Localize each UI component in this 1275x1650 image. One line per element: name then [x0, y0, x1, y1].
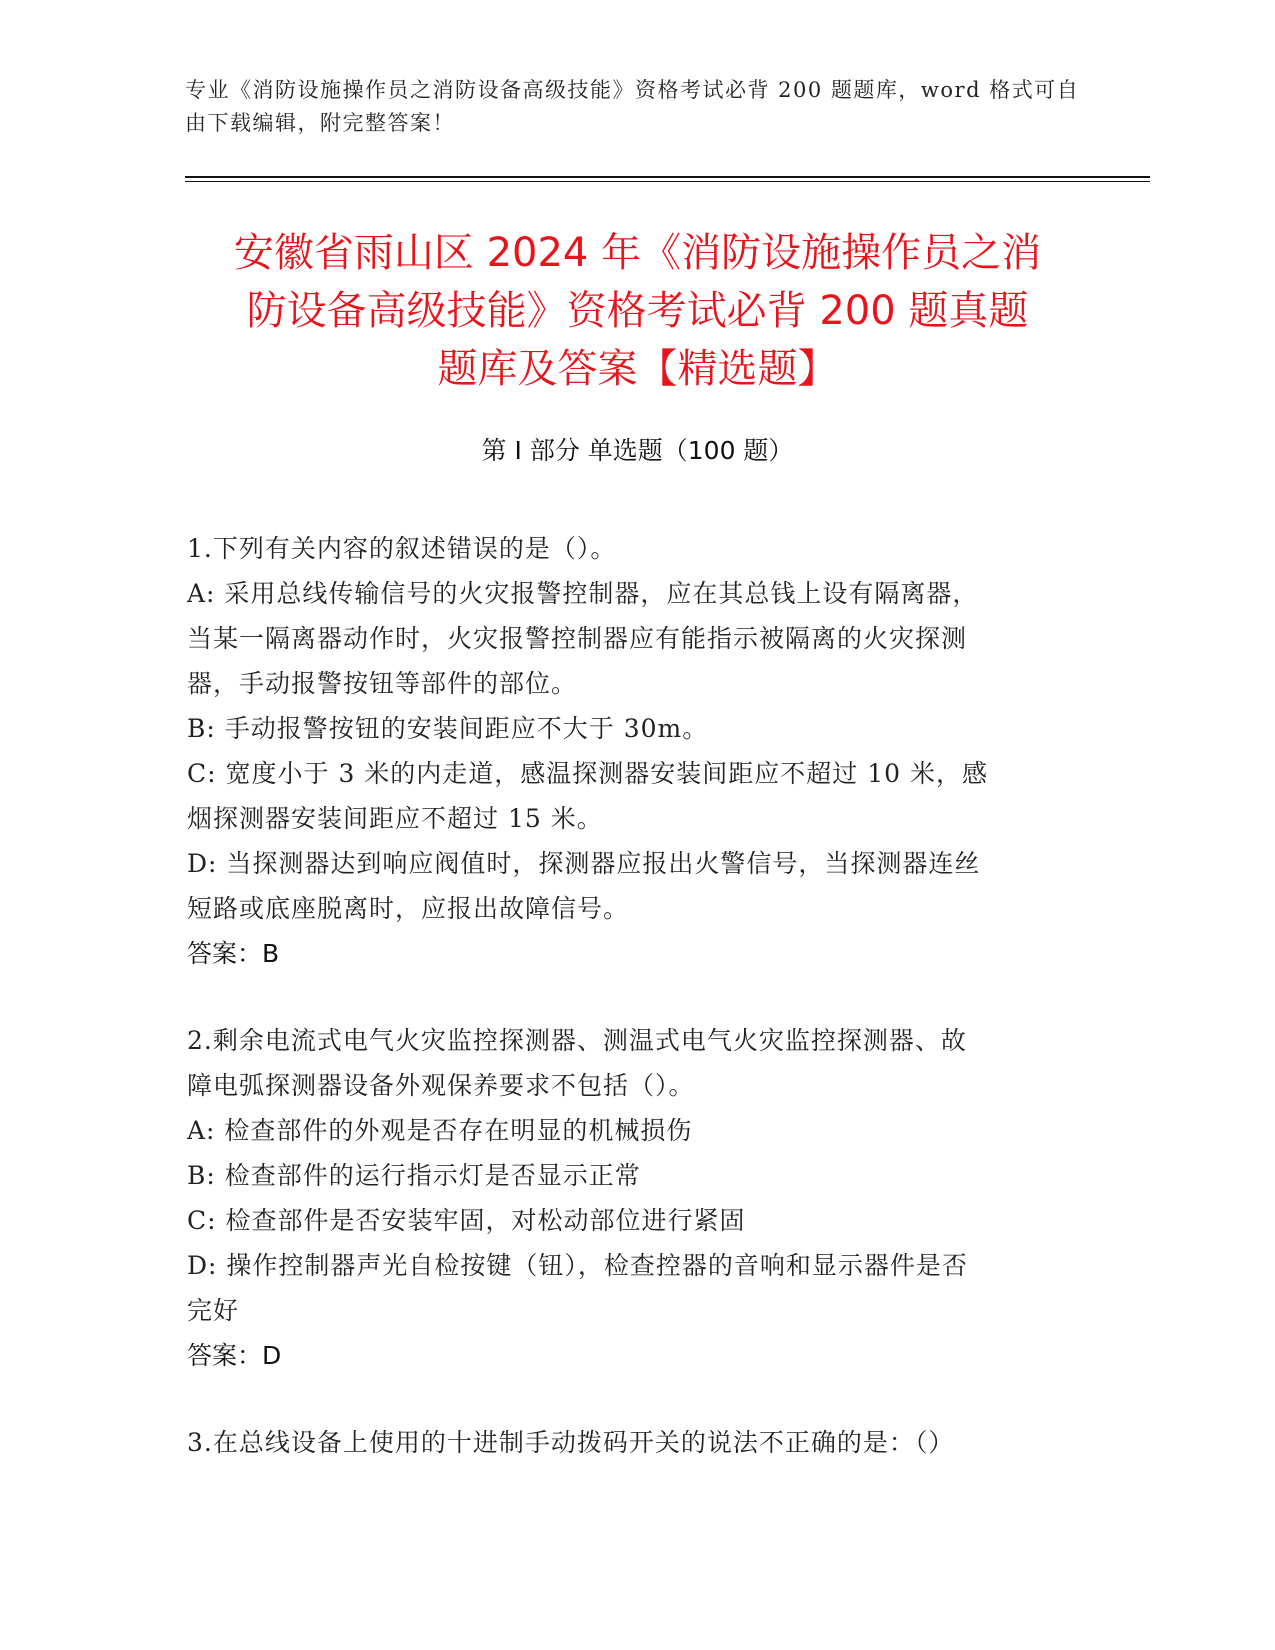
question-text-line: B: 手动报警按钮的安装间距应不大于 30m。 — [187, 714, 709, 743]
answer-label: 答案：D — [187, 1341, 282, 1370]
question-text-line: 器，手动报警按钮等部件的部位。 — [187, 669, 578, 698]
question-block — [187, 1420, 1067, 1465]
question-text-line: D: 当探测器达到响应阀值时，探测器应报出火警信号，当探测器连丝 — [187, 849, 981, 878]
document-title-line-1: 安徽省雨山区 2024 年《消防设施操作员之消 — [233, 230, 1042, 276]
document-title-line-3: 题库及答案【精选题】 — [437, 346, 838, 392]
header-divider-thin — [185, 181, 1150, 182]
header-divider-thick — [185, 176, 1150, 178]
answer-label: 答案：B — [187, 939, 280, 968]
question-stem: 2.剩余电流式电气火灾监控探测器、测温式电气火灾监控探测器、故 — [187, 1026, 967, 1055]
question-text-line: A: 检查部件的外观是否存在明显的机械损伤 — [187, 1116, 693, 1145]
question-text-line: B: 检查部件的运行指示灯是否显示正常 — [187, 1161, 641, 1190]
question-stem: 3.在总线设备上使用的十进制手动拨码开关的说法不正确的是：（） — [187, 1428, 955, 1457]
document-title-line-2: 防设备高级技能》资格考试必背 200 题真题 — [246, 288, 1029, 334]
question-text-line: 烟探测器安装间距应不超过 15 米。 — [187, 804, 603, 833]
document-title — [150, 224, 1125, 398]
section-title: 第 I 部分 单选题（100 题） — [481, 436, 794, 465]
question-text-line: 短路或底座脱离时，应报出故障信号。 — [187, 894, 630, 923]
question-text-line: 障电弧探测器设备外观保养要求不包括（）。 — [187, 1071, 695, 1100]
question-text-line: 当某一隔离器动作时，火灾报警控制器应有能指示被隔离的火灾探测 — [187, 624, 968, 653]
question-text-line: A: 采用总线传输信号的火灾报警控制器，应在其总钱上设有隔离器， — [187, 579, 979, 608]
question-text-line: D: 操作控制器声光自检按键（钮），检查控器的音响和显示器件是否 — [187, 1251, 968, 1280]
question-text-line: C: 宽度小于 3 米的内走道，感温探测器安装间距应不超过 10 米，感 — [187, 759, 989, 788]
question-list — [187, 526, 1067, 1507]
question-block — [187, 1018, 1067, 1378]
question-stem: 1.下列有关内容的叙述错误的是（）。 — [187, 534, 617, 563]
question-text-line: 完好 — [187, 1296, 240, 1325]
header-note: 专业《消防设施操作员之消防设备高级技能》资格考试必背 200 题题库，word 格式可自由下载编辑，附完整答案！ — [185, 78, 1080, 135]
question-block — [187, 526, 1067, 976]
question-text-line: C: 检查部件是否安装牢固，对松动部位进行紧固 — [187, 1206, 746, 1235]
